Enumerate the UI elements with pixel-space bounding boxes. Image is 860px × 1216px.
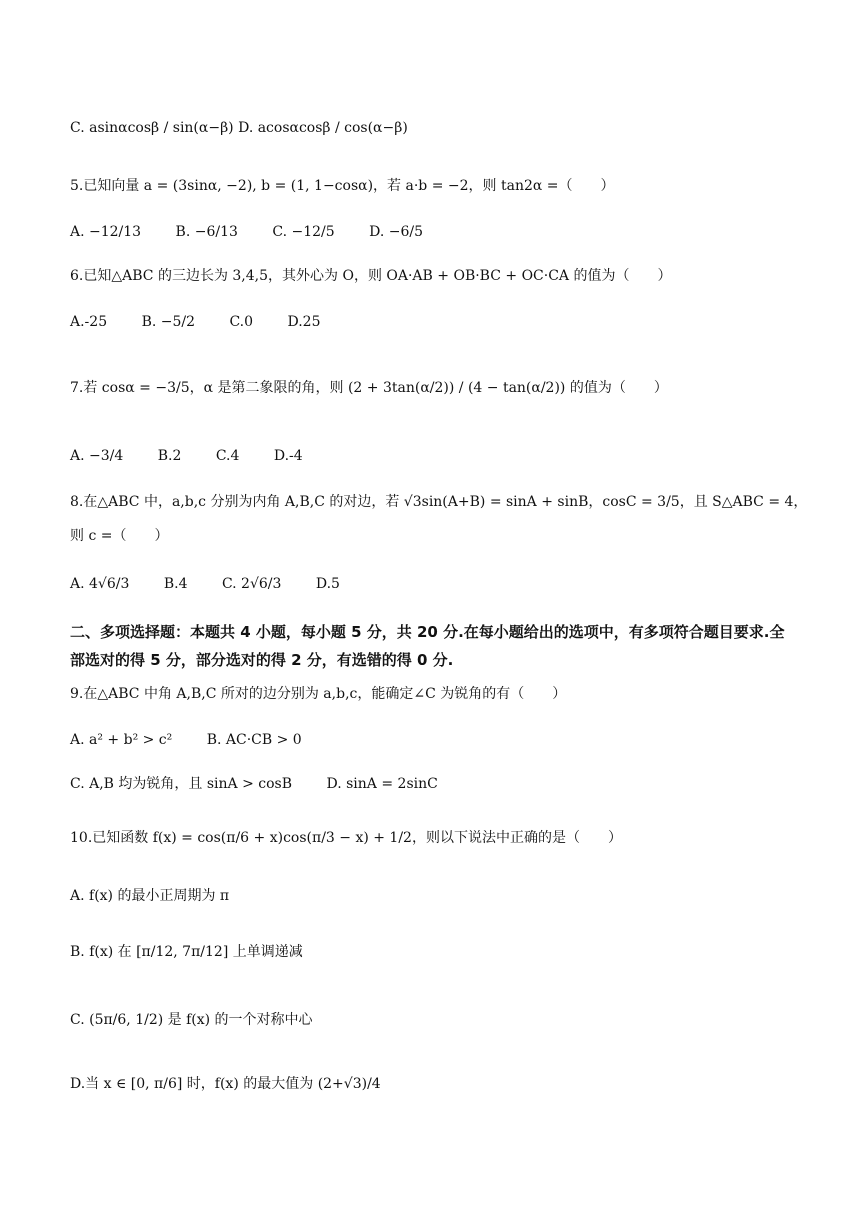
q9-options-ab (70, 730, 800, 750)
q7-stem: 7.若 cosα = −3/5，α 是第二象限的角，则 (2 + 3tan(α/2)) / (4 − tan(α/2)) 的值为（ ） (70, 380, 668, 396)
q6-option-a[interactable]: A.-25 (70, 314, 108, 330)
q8-option-c[interactable]: C. 2√6/3 (221, 576, 282, 592)
q10-stem: 10.已知函数 f(x) = cos(π/6 + x)cos(π/3 − x) + 1/2，则以下说法中正确的是（ ） (70, 830, 622, 846)
q9-option-d[interactable]: D. sinA = 2sinC (326, 776, 438, 792)
q9-option-c[interactable]: C. A,B 均为锐角，且 sinA > cosB (70, 776, 293, 792)
q6-option-b[interactable]: B. −5/2 (141, 314, 196, 330)
q6-option-d[interactable]: D.25 (287, 314, 321, 330)
q5-option-d[interactable]: D. −6/5 (369, 224, 423, 240)
q8-option-d[interactable]: D.5 (315, 576, 340, 592)
q6-option-c[interactable]: C.0 (229, 314, 254, 330)
q8-option-b[interactable]: B.4 (163, 576, 188, 592)
q8-stem-2: 则 c =（ ） (70, 528, 169, 544)
q5-options (70, 222, 800, 242)
q10-option-a[interactable]: A. f(x) 的最小正周期为 π (70, 888, 230, 904)
q7-options (70, 446, 800, 466)
section-2-heading: 二、多项选择题：本题共 4 小题，每小题 5 分，共 20 分.在每小题给出的选项中，有多项符合题目要求.全部选对的得 5 分，部分选对的得 2 分，有选错的得 0 分. (70, 623, 785, 669)
q5-option-c[interactable]: C. −12/5 (272, 224, 335, 240)
q10-option-d[interactable]: D.当 x ∈ [0, π/6] 时，f(x) 的最大值为 (2+√3)/4 (70, 1076, 381, 1092)
q6-options (70, 312, 800, 332)
q9-option-b[interactable]: B. AC·CB > 0 (206, 732, 302, 748)
q9-stem: 9.在△ABC 中角 A,B,C 所对的边分别为 a,b,c，能确定∠C 为锐角的有（ ） (70, 686, 567, 702)
q5-option-a[interactable]: A. −12/13 (70, 224, 142, 240)
q8-option-a[interactable]: A. 4√6/3 (70, 576, 130, 592)
q7-option-c[interactable]: C.4 (215, 448, 240, 464)
q5-option-b[interactable]: B. −6/13 (175, 224, 238, 240)
q4-cd-text: C. asinαcosβ / sin(α−β) D. acosαcosβ / cos(α−β) (70, 120, 408, 136)
q10-option-b[interactable]: B. f(x) 在 [π/12, 7π/12] 上单调递减 (70, 944, 303, 960)
q10-option-c[interactable]: C. (5π/6, 1/2) 是 f(x) 的一个对称中心 (70, 1012, 313, 1028)
q7-option-b[interactable]: B.2 (157, 448, 182, 464)
q7-option-a[interactable]: A. −3/4 (70, 448, 124, 464)
q8-stem: 8.在△ABC 中，a,b,c 分别为内角 A,B,C 的对边，若 √3sin(A+B) = sinA + sinB，cosC = 3/5，且 S△ABC = 4， (70, 494, 808, 510)
q9-options-cd (70, 774, 800, 794)
q8-options (70, 574, 800, 594)
q9-option-a[interactable]: A. a² + b² > c² (70, 732, 173, 748)
q4-options-cd (70, 118, 800, 138)
q7-option-d[interactable]: D.-4 (273, 448, 303, 464)
q5-stem: 5.已知向量 a = (3sinα, −2), b = (1, 1−cosα)，若 a·b = −2，则 tan2α =（ ） (70, 178, 615, 194)
q6-stem: 6.已知△ABC 的三边长为 3,4,5，其外心为 O，则 OA·AB + OB·BC + OC·CA 的值为（ ） (70, 268, 672, 284)
